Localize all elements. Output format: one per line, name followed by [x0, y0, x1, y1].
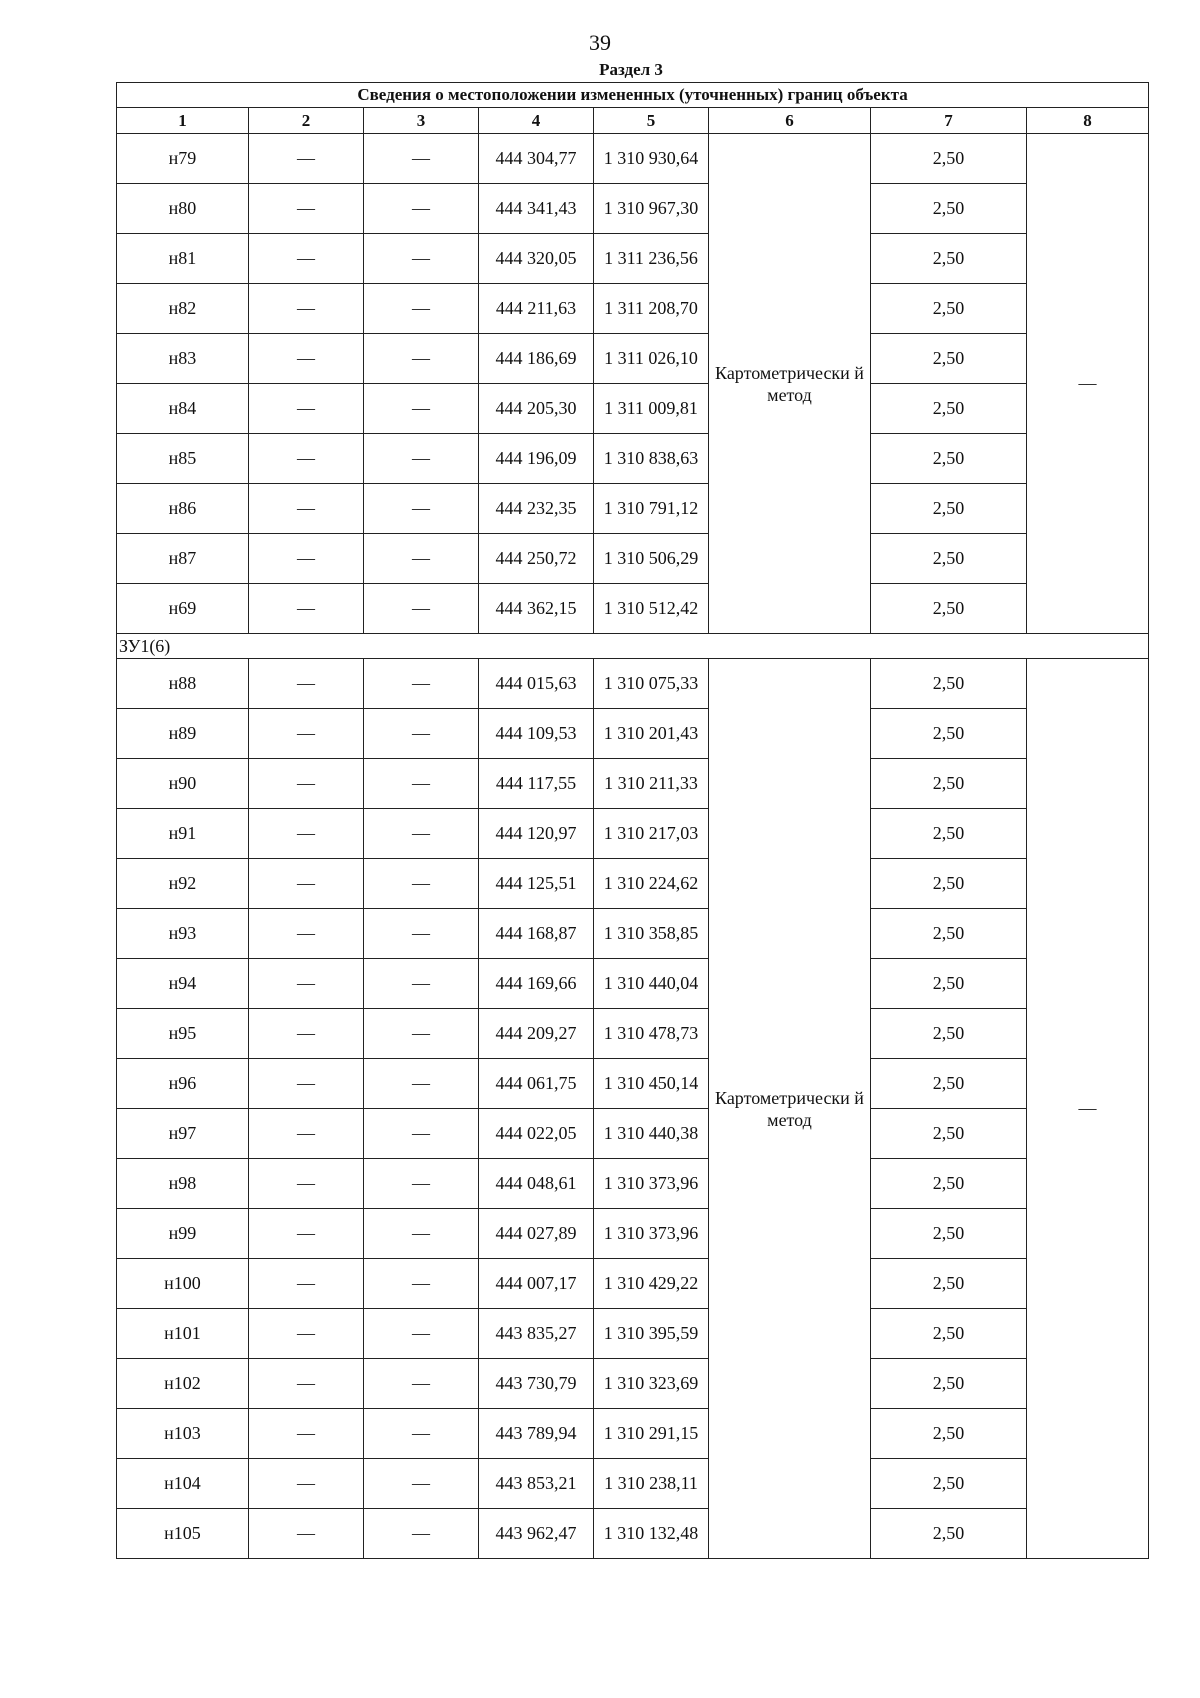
column-2-cell: — — [249, 1509, 364, 1559]
accuracy-cell: 2,50 — [871, 1059, 1027, 1109]
accuracy-cell: 2,50 — [871, 1009, 1027, 1059]
y-coordinate-cell: 1 310 440,04 — [594, 959, 709, 1009]
table-row — [117, 659, 1149, 709]
x-coordinate-cell: 444 007,17 — [479, 1259, 594, 1309]
column-3-cell: — — [364, 234, 479, 284]
page-number: 39 — [589, 30, 611, 55]
point-name-cell: н83 — [117, 334, 249, 384]
x-coordinate-cell: 444 232,35 — [479, 484, 594, 534]
point-name-cell: н82 — [117, 284, 249, 334]
column-2-cell: — — [249, 1459, 364, 1509]
accuracy-cell: 2,50 — [871, 959, 1027, 1009]
table-row — [117, 959, 1149, 1009]
y-coordinate-cell: 1 310 838,63 — [594, 434, 709, 484]
x-coordinate-cell: 444 250,72 — [479, 534, 594, 584]
accuracy-cell: 2,50 — [871, 384, 1027, 434]
point-name-cell: н90 — [117, 759, 249, 809]
table-body — [117, 134, 1149, 1559]
column-3-cell: — — [364, 534, 479, 584]
x-coordinate-cell: 444 125,51 — [479, 859, 594, 909]
accuracy-cell: 2,50 — [871, 584, 1027, 634]
table-caption: Сведения о местоположении измененных (уточненных) границ объекта — [117, 83, 1149, 108]
point-name-cell: н94 — [117, 959, 249, 1009]
column-3-cell: — — [364, 1109, 479, 1159]
column-3-cell: — — [364, 809, 479, 859]
column-3-cell: — — [364, 1359, 479, 1409]
column-8-cell: — — [1027, 659, 1149, 1559]
column-2-cell: — — [249, 1209, 364, 1259]
point-name-cell: н102 — [117, 1359, 249, 1409]
accuracy-cell: 2,50 — [871, 1159, 1027, 1209]
column-3-cell: — — [364, 484, 479, 534]
column-2-cell: — — [249, 434, 364, 484]
y-coordinate-cell: 1 310 211,33 — [594, 759, 709, 809]
column-2-cell: — — [249, 1309, 364, 1359]
y-coordinate-cell: 1 310 440,38 — [594, 1109, 709, 1159]
table-row — [117, 1159, 1149, 1209]
point-name-cell: н80 — [117, 184, 249, 234]
column-3-cell: — — [364, 1009, 479, 1059]
point-name-cell: н99 — [117, 1209, 249, 1259]
x-coordinate-cell: 444 048,61 — [479, 1159, 594, 1209]
column-3-cell: — — [364, 1159, 479, 1209]
column-2-cell: — — [249, 1109, 364, 1159]
point-name-cell: н87 — [117, 534, 249, 584]
accuracy-cell: 2,50 — [871, 809, 1027, 859]
method-cell: Картометрически й метод — [709, 659, 871, 1559]
x-coordinate-cell: 444 061,75 — [479, 1059, 594, 1109]
y-coordinate-cell: 1 310 967,30 — [594, 184, 709, 234]
point-name-cell: н85 — [117, 434, 249, 484]
column-number: 6 — [709, 108, 871, 134]
x-coordinate-cell: 444 109,53 — [479, 709, 594, 759]
point-name-cell: н100 — [117, 1259, 249, 1309]
accuracy-cell: 2,50 — [871, 284, 1027, 334]
y-coordinate-cell: 1 310 323,69 — [594, 1359, 709, 1409]
x-coordinate-cell: 443 835,27 — [479, 1309, 594, 1359]
column-2-cell: — — [249, 1259, 364, 1309]
x-coordinate-cell: 444 320,05 — [479, 234, 594, 284]
column-2-cell: — — [249, 809, 364, 859]
y-coordinate-cell: 1 310 506,29 — [594, 534, 709, 584]
column-3-cell: — — [364, 184, 479, 234]
accuracy-cell: 2,50 — [871, 1109, 1027, 1159]
column-3-cell: — — [364, 434, 479, 484]
column-3-cell: — — [364, 1459, 479, 1509]
x-coordinate-cell: 444 169,66 — [479, 959, 594, 1009]
column-3-cell: — — [364, 584, 479, 634]
column-3-cell: — — [364, 859, 479, 909]
point-name-cell: н92 — [117, 859, 249, 909]
y-coordinate-cell: 1 310 791,12 — [594, 484, 709, 534]
point-name-cell: н103 — [117, 1409, 249, 1459]
table-row — [117, 759, 1149, 809]
x-coordinate-cell: 444 304,77 — [479, 134, 594, 184]
table-row — [117, 384, 1149, 434]
column-2-cell: — — [249, 534, 364, 584]
column-3-cell: — — [364, 384, 479, 434]
table-row — [117, 1309, 1149, 1359]
column-number: 7 — [871, 108, 1027, 134]
column-2-cell: — — [249, 384, 364, 434]
point-name-cell: н93 — [117, 909, 249, 959]
x-coordinate-cell: 444 027,89 — [479, 1209, 594, 1259]
column-2-cell: — — [249, 1009, 364, 1059]
point-name-cell: н105 — [117, 1509, 249, 1559]
column-2-cell: — — [249, 134, 364, 184]
column-2-cell: — — [249, 1059, 364, 1109]
column-3-cell: — — [364, 909, 479, 959]
column-3-cell: — — [364, 1059, 479, 1109]
y-coordinate-cell: 1 310 450,14 — [594, 1059, 709, 1109]
table-row — [117, 334, 1149, 384]
column-3-cell: — — [364, 659, 479, 709]
column-3-cell: — — [364, 1409, 479, 1459]
x-coordinate-cell: 444 209,27 — [479, 1009, 594, 1059]
table-row — [117, 709, 1149, 759]
y-coordinate-cell: 1 310 201,43 — [594, 709, 709, 759]
accuracy-cell: 2,50 — [871, 1209, 1027, 1259]
column-3-cell: — — [364, 959, 479, 1009]
y-coordinate-cell: 1 310 291,15 — [594, 1409, 709, 1459]
x-coordinate-cell: 444 015,63 — [479, 659, 594, 709]
column-8-cell: — — [1027, 134, 1149, 634]
y-coordinate-cell: 1 310 217,03 — [594, 809, 709, 859]
point-name-cell: н98 — [117, 1159, 249, 1209]
point-name-cell: н81 — [117, 234, 249, 284]
table-row — [117, 1409, 1149, 1459]
y-coordinate-cell: 1 311 236,56 — [594, 234, 709, 284]
column-number: 4 — [479, 108, 594, 134]
x-coordinate-cell: 444 120,97 — [479, 809, 594, 859]
y-coordinate-cell: 1 310 478,73 — [594, 1009, 709, 1059]
x-coordinate-cell: 443 730,79 — [479, 1359, 594, 1409]
accuracy-cell: 2,50 — [871, 234, 1027, 284]
column-2-cell: — — [249, 1159, 364, 1209]
accuracy-cell: 2,50 — [871, 1409, 1027, 1459]
accuracy-cell: 2,50 — [871, 1509, 1027, 1559]
y-coordinate-cell: 1 310 373,96 — [594, 1209, 709, 1259]
table-row — [117, 134, 1149, 184]
table-row — [117, 1059, 1149, 1109]
column-2-cell: — — [249, 709, 364, 759]
column-3-cell: — — [364, 334, 479, 384]
x-coordinate-cell: 444 168,87 — [479, 909, 594, 959]
table-row — [117, 1509, 1149, 1559]
accuracy-cell: 2,50 — [871, 909, 1027, 959]
group-label: ЗУ1(6) — [117, 634, 1149, 659]
accuracy-cell: 2,50 — [871, 534, 1027, 584]
x-coordinate-cell: 444 196,09 — [479, 434, 594, 484]
column-2-cell: — — [249, 484, 364, 534]
x-coordinate-cell: 444 211,63 — [479, 284, 594, 334]
table-row — [117, 1359, 1149, 1409]
table-row — [117, 434, 1149, 484]
column-2-cell: — — [249, 859, 364, 909]
column-number: 1 — [117, 108, 249, 134]
accuracy-cell: 2,50 — [871, 659, 1027, 709]
y-coordinate-cell: 1 310 132,48 — [594, 1509, 709, 1559]
y-coordinate-cell: 1 310 224,62 — [594, 859, 709, 909]
column-2-cell: — — [249, 659, 364, 709]
column-3-cell: — — [364, 284, 479, 334]
table-row — [117, 534, 1149, 584]
point-name-cell: н91 — [117, 809, 249, 859]
table-row — [117, 909, 1149, 959]
point-name-cell: н86 — [117, 484, 249, 534]
table-row — [117, 184, 1149, 234]
point-name-cell: н69 — [117, 584, 249, 634]
column-2-cell: — — [249, 334, 364, 384]
table-row — [117, 1009, 1149, 1059]
column-2-cell: — — [249, 184, 364, 234]
point-name-cell: н79 — [117, 134, 249, 184]
y-coordinate-cell: 1 310 930,64 — [594, 134, 709, 184]
column-2-cell: — — [249, 759, 364, 809]
accuracy-cell: 2,50 — [871, 759, 1027, 809]
column-2-cell: — — [249, 1409, 364, 1459]
column-3-cell: — — [364, 1209, 479, 1259]
table-row — [117, 1459, 1149, 1509]
point-name-cell: н84 — [117, 384, 249, 434]
table-row — [117, 1109, 1149, 1159]
column-3-cell: — — [364, 134, 479, 184]
column-2-cell: — — [249, 909, 364, 959]
accuracy-cell: 2,50 — [871, 484, 1027, 534]
column-number: 5 — [594, 108, 709, 134]
x-coordinate-cell: 444 205,30 — [479, 384, 594, 434]
y-coordinate-cell: 1 310 512,42 — [594, 584, 709, 634]
column-number: 3 — [364, 108, 479, 134]
column-2-cell: — — [249, 959, 364, 1009]
section-title: Раздел 3 — [599, 60, 663, 79]
column-2-cell: — — [249, 584, 364, 634]
y-coordinate-cell: 1 310 429,22 — [594, 1259, 709, 1309]
table-row — [117, 1259, 1149, 1309]
x-coordinate-cell: 443 789,94 — [479, 1409, 594, 1459]
x-coordinate-cell: 443 962,47 — [479, 1509, 594, 1559]
x-coordinate-cell: 444 022,05 — [479, 1109, 594, 1159]
table-row — [117, 284, 1149, 334]
x-coordinate-cell: 444 186,69 — [479, 334, 594, 384]
column-3-cell: — — [364, 1259, 479, 1309]
column-number-row — [117, 108, 1149, 134]
coordinates-table — [116, 82, 1149, 1559]
point-name-cell: н96 — [117, 1059, 249, 1109]
x-coordinate-cell: 443 853,21 — [479, 1459, 594, 1509]
column-number: 2 — [249, 108, 364, 134]
column-2-cell: — — [249, 284, 364, 334]
accuracy-cell: 2,50 — [871, 334, 1027, 384]
column-3-cell: — — [364, 709, 479, 759]
y-coordinate-cell: 1 310 395,59 — [594, 1309, 709, 1359]
table-row — [117, 584, 1149, 634]
accuracy-cell: 2,50 — [871, 1309, 1027, 1359]
column-3-cell: — — [364, 1509, 479, 1559]
accuracy-cell: 2,50 — [871, 1359, 1027, 1409]
accuracy-cell: 2,50 — [871, 1459, 1027, 1509]
group-header-row — [117, 634, 1149, 659]
column-2-cell: — — [249, 1359, 364, 1409]
accuracy-cell: 2,50 — [871, 859, 1027, 909]
x-coordinate-cell: 444 362,15 — [479, 584, 594, 634]
accuracy-cell: 2,50 — [871, 709, 1027, 759]
column-2-cell: — — [249, 234, 364, 284]
method-cell: Картометрически й метод — [709, 134, 871, 634]
point-name-cell: н88 — [117, 659, 249, 709]
point-name-cell: н101 — [117, 1309, 249, 1359]
point-name-cell: н95 — [117, 1009, 249, 1059]
point-name-cell: н97 — [117, 1109, 249, 1159]
y-coordinate-cell: 1 311 009,81 — [594, 384, 709, 434]
point-name-cell: н89 — [117, 709, 249, 759]
point-name-cell: н104 — [117, 1459, 249, 1509]
table-row — [117, 234, 1149, 284]
x-coordinate-cell: 444 341,43 — [479, 184, 594, 234]
y-coordinate-cell: 1 311 208,70 — [594, 284, 709, 334]
column-3-cell: — — [364, 1309, 479, 1359]
table-row — [117, 809, 1149, 859]
x-coordinate-cell: 444 117,55 — [479, 759, 594, 809]
accuracy-cell: 2,50 — [871, 184, 1027, 234]
y-coordinate-cell: 1 310 238,11 — [594, 1459, 709, 1509]
table-row — [117, 484, 1149, 534]
accuracy-cell: 2,50 — [871, 1259, 1027, 1309]
column-number: 8 — [1027, 108, 1149, 134]
column-3-cell: — — [364, 759, 479, 809]
accuracy-cell: 2,50 — [871, 434, 1027, 484]
y-coordinate-cell: 1 310 075,33 — [594, 659, 709, 709]
y-coordinate-cell: 1 311 026,10 — [594, 334, 709, 384]
y-coordinate-cell: 1 310 358,85 — [594, 909, 709, 959]
table-row — [117, 1209, 1149, 1259]
accuracy-cell: 2,50 — [871, 134, 1027, 184]
table-row — [117, 859, 1149, 909]
y-coordinate-cell: 1 310 373,96 — [594, 1159, 709, 1209]
